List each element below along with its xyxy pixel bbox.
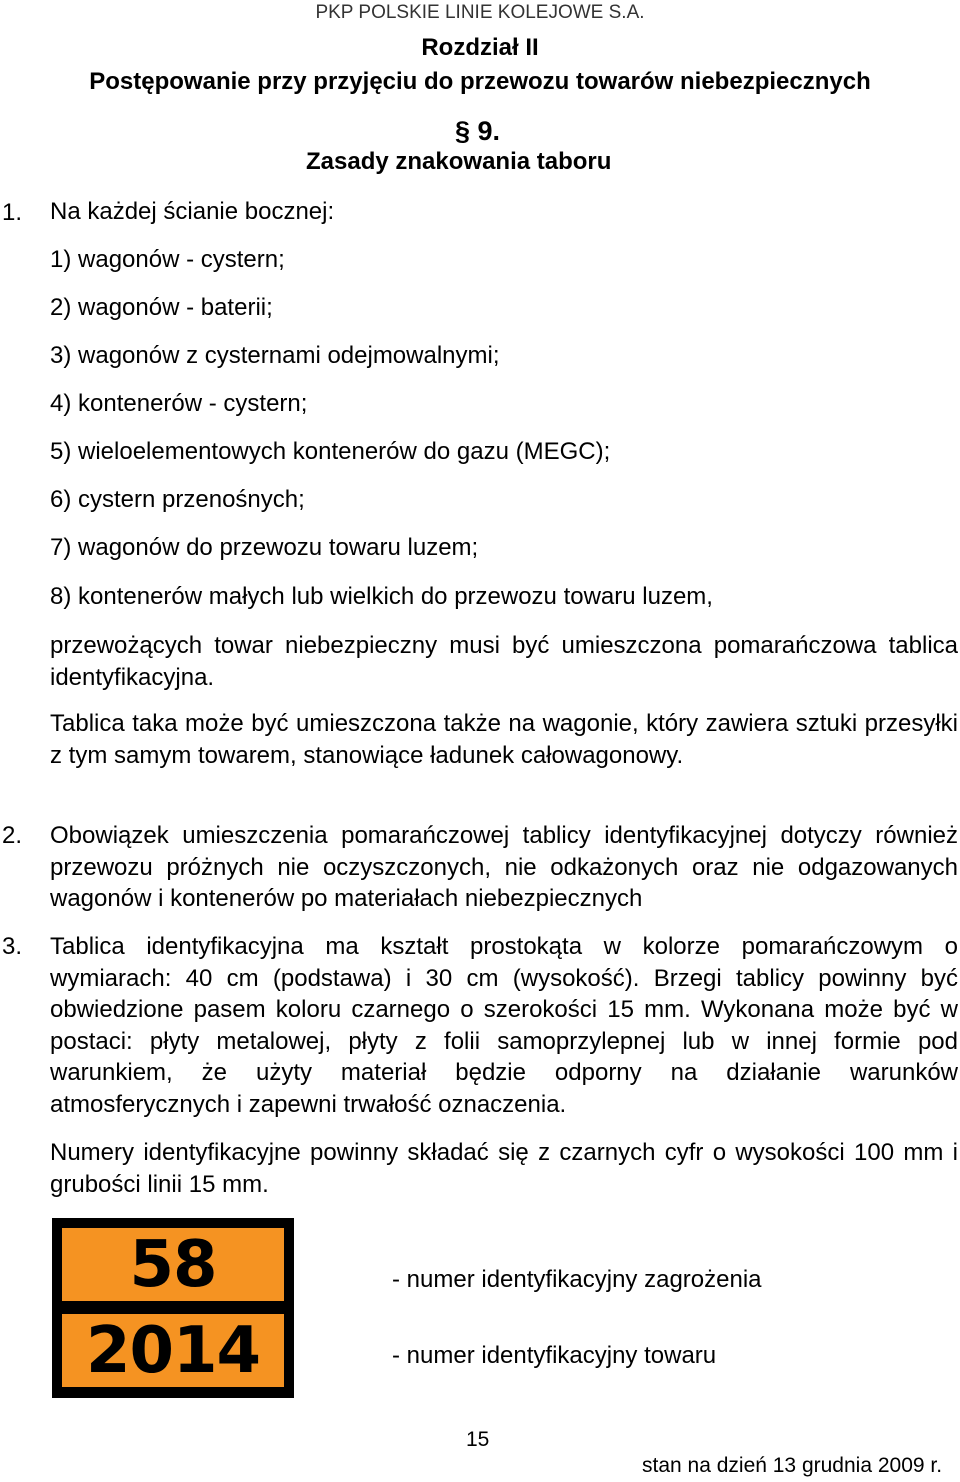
list-item: 4) kontenerów - cystern;	[50, 390, 308, 417]
un-number: 2014	[62, 1314, 284, 1387]
list-item: 3) wagonów z cysternami odejmowalnymi;	[50, 342, 500, 369]
list-item: 7) wagonów do przewozu towaru luzem;	[50, 534, 479, 561]
hazard-number-label: - numer identyfikacyjny zagrożenia	[392, 1266, 762, 1293]
section-number: § 9.	[455, 116, 501, 146]
chapter-title: Postępowanie przy przyjęciu do przewozu towarów niebezpiecznych	[89, 68, 871, 95]
point-3-text: Tablica identyfikacyjna ma kształt prostokąta w kolorze pomarańczowym o wymiarach: 40 cm (podstawa) i 30 cm (wysokość). Brzegi tablicy powinny być obwiedzione pasem koloru czarnego o szerokości 15 mm. Wykonana może być w postaci: płyty metalowej, płyty z folii samoprzylepnej lub w innej formie pod warunkiem, że użyty materiał będzie odporny na działanie warunków atmosferycznych i zapewni trwałość oznaczenia.	[50, 933, 958, 1118]
point-2-text: Obowiązek umieszczenia pomarańczowej tablicy identyfikacyjnej dotyczy również przewozu próżnych nie oczyszczonych, nie odkażonych oraz nie odgazowanych wagonów i kontenerów po materiałach niebezpiecznych	[50, 822, 958, 912]
page-number: 15	[466, 1428, 490, 1451]
section-title: Zasady znakowania taboru	[306, 148, 612, 175]
hazard-number: 58	[62, 1228, 284, 1301]
un-number-label: - numer identyfikacyjny towaru	[392, 1342, 717, 1369]
point-1-number: 1.	[2, 199, 23, 226]
list-item: 1) wagonów - cystern;	[50, 246, 285, 273]
revision-date: stan na dzień 13 grudnia 2009 r.	[642, 1454, 943, 1477]
point-1-closing: przewożących towar niebezpieczny musi być umieszczona pomarańczowa tablica identyfikacyjna.	[50, 632, 958, 691]
chapter-heading: Rozdział II	[421, 34, 539, 61]
list-item: 2) wagonów - baterii;	[50, 294, 273, 321]
point-3-text-2: Numery identyfikacyjne powinny składać się z czarnych cyfr o wysokości 100 mm i grubości linii 15 mm.	[50, 1139, 958, 1198]
orange-identification-plate	[52, 1218, 294, 1398]
point-3-number: 3.	[2, 933, 23, 960]
list-item: 5) wieloelementowych kontenerów do gazu (MEGC);	[50, 438, 611, 465]
point-1-intro: Na każdej ścianie bocznej:	[50, 198, 335, 225]
list-item: 6) cystern przenośnych;	[50, 486, 305, 513]
list-item: 8) kontenerów małych lub wielkich do przewozu towaru luzem,	[50, 583, 713, 610]
point-2-number: 2.	[2, 822, 23, 849]
point-1-note: Tablica taka może być umieszczona także na wagonie, który zawiera sztuki przesyłki z tym samym towarem, stanowiące ładunek całowagonowy.	[50, 710, 958, 769]
company-header: PKP POLSKIE LINIE KOLEJOWE S.A.	[315, 2, 645, 23]
